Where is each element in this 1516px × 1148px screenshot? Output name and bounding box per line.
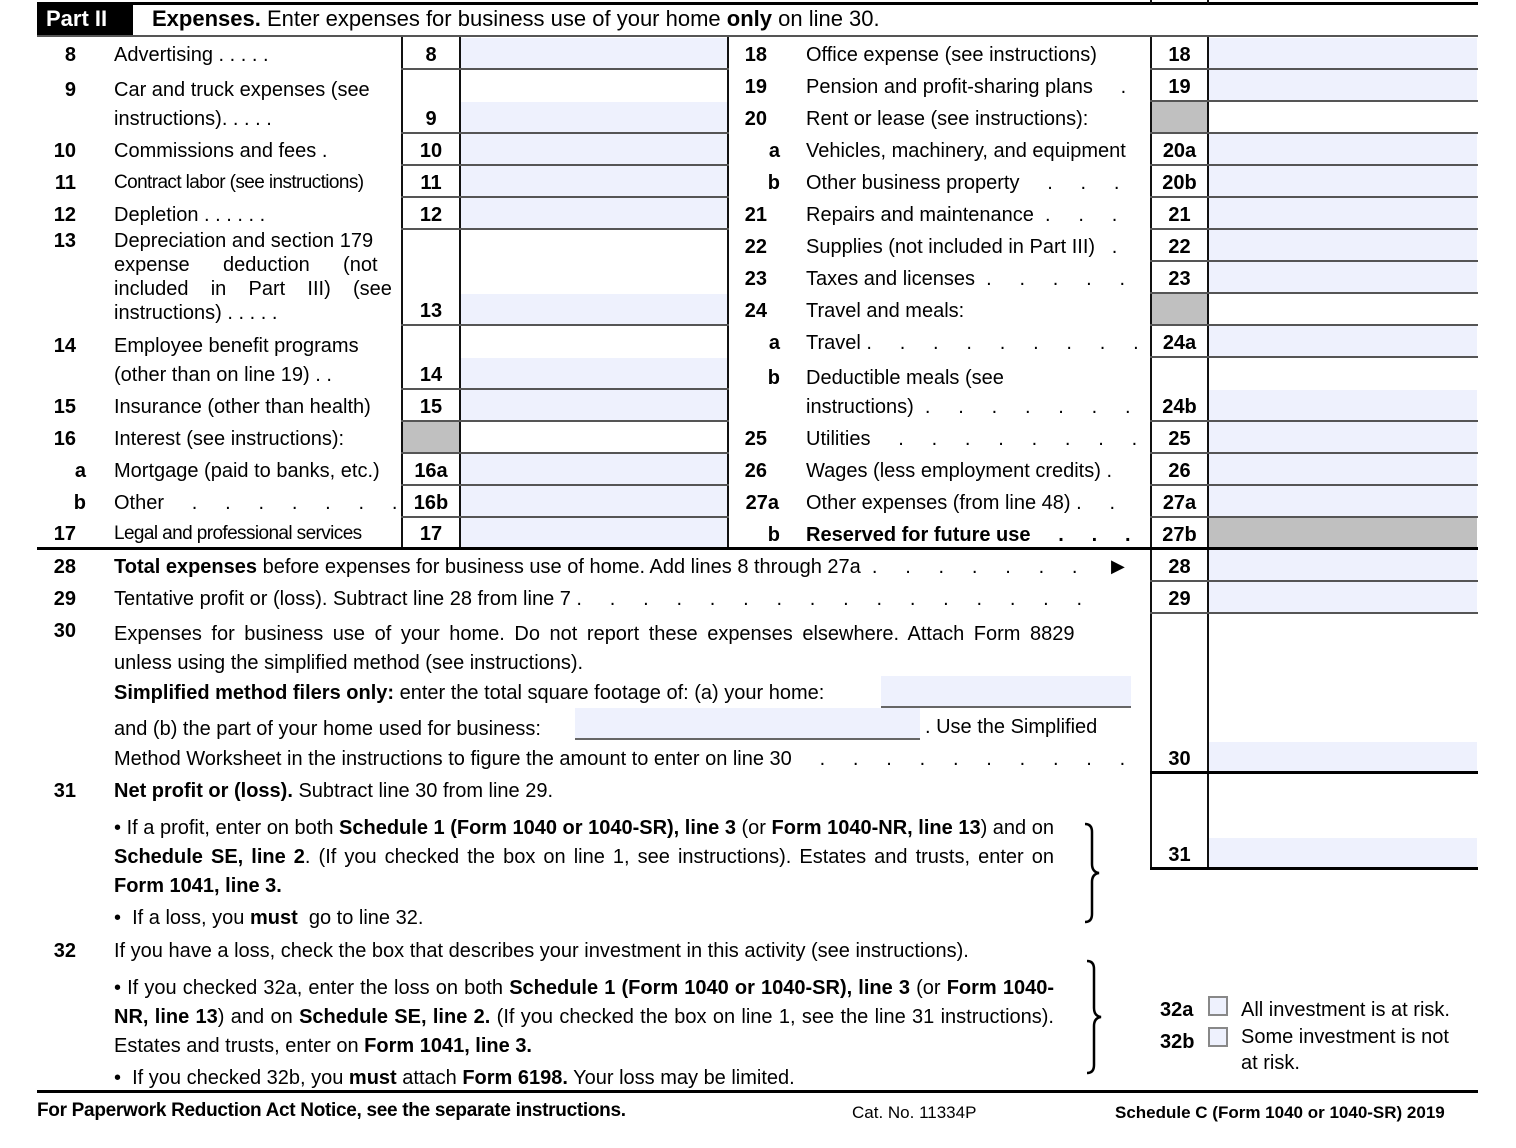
line-20a-input[interactable] bbox=[1209, 134, 1477, 164]
text: (or bbox=[735, 817, 772, 839]
left-rule bbox=[401, 452, 729, 454]
line-16-label: Interest (see instructions): bbox=[114, 428, 345, 450]
text: (or bbox=[910, 977, 941, 999]
line-28-bold: Total expenses bbox=[114, 556, 258, 578]
line-30-box-label: 30 bbox=[1168, 748, 1191, 770]
line-25-input[interactable] bbox=[1209, 422, 1477, 452]
line-12-label: Depletion . . . . . . bbox=[114, 204, 266, 226]
line-20b-box-label: 20b bbox=[1162, 172, 1197, 194]
line-31-input[interactable] bbox=[1209, 838, 1477, 868]
option-32a-checkbox[interactable] bbox=[1208, 996, 1228, 1016]
right-rule bbox=[1150, 68, 1478, 70]
line-23-input[interactable] bbox=[1209, 262, 1477, 292]
line-30-use-simplified: . Use the Simplified bbox=[925, 716, 1098, 738]
text: • If a profit, enter on both bbox=[114, 817, 340, 839]
line-20b-input[interactable] bbox=[1209, 166, 1477, 196]
right-rule bbox=[1150, 260, 1478, 262]
line-10-label: Commissions and fees . bbox=[114, 140, 328, 162]
line-16b-box-label: 16b bbox=[413, 492, 449, 514]
line-24a-letter: a bbox=[768, 332, 780, 354]
line-16-number: 16 bbox=[53, 428, 76, 450]
text: Form 6198. bbox=[462, 1067, 568, 1089]
line-8-box-label: 8 bbox=[425, 44, 437, 66]
text: 13 bbox=[958, 817, 981, 839]
line-11-input[interactable] bbox=[461, 166, 727, 196]
text: trusts, enter on bbox=[915, 846, 1054, 868]
line-27b-letter: b bbox=[767, 524, 780, 546]
line-31-label bbox=[114, 779, 553, 803]
line-11-box-label: 11 bbox=[420, 172, 442, 194]
line-20-label: Rent or lease (see instructions): bbox=[806, 108, 1089, 130]
brace-icon bbox=[1084, 959, 1104, 1075]
line-15-box-label: 15 bbox=[419, 396, 443, 418]
line-17-label: Legal and professional services bbox=[114, 523, 362, 544]
right-rule bbox=[1150, 324, 1478, 326]
line-14-input[interactable] bbox=[461, 358, 727, 388]
line-16b-input[interactable] bbox=[461, 486, 727, 516]
line-19-label: Pension and profit-sharing plans . bbox=[806, 76, 1127, 98]
text: Your loss may be limited. bbox=[567, 1067, 795, 1089]
line-13-label-cont: expense deduction (not bbox=[114, 254, 378, 276]
line-14-box-label: 14 bbox=[419, 364, 443, 386]
line-24b-label-cont: instructions) . . . . . . . bbox=[806, 396, 1131, 418]
line-16a-input[interactable] bbox=[461, 454, 727, 484]
line-16a-letter: a bbox=[74, 460, 86, 482]
line-14-label-cont: (other than on line 19) . . bbox=[114, 364, 332, 386]
line-24b-input[interactable] bbox=[1209, 390, 1477, 420]
text: Schedule 1 (Form 1040 or 1040-SR), line 3 bbox=[509, 977, 910, 999]
option-32a-label: 32a bbox=[1160, 999, 1194, 1021]
right-rule bbox=[1150, 356, 1478, 358]
line-24a-input[interactable] bbox=[1209, 326, 1477, 356]
right-rule bbox=[1150, 484, 1478, 486]
line-20a-letter: a bbox=[768, 140, 780, 162]
line-31-text: Subtract line 30 from line 29. bbox=[292, 780, 554, 802]
line-21-label: Repairs and maintenance . . . bbox=[806, 204, 1118, 226]
line-11-number: 11 bbox=[54, 172, 76, 194]
line-25-box-label: 25 bbox=[1168, 428, 1191, 450]
title-bold: Expenses. bbox=[152, 6, 261, 31]
line-18-input[interactable] bbox=[1209, 38, 1477, 68]
line-32-number: 32 bbox=[53, 940, 76, 962]
line-8-number: 8 bbox=[64, 44, 76, 66]
right-rule-31 bbox=[1150, 867, 1478, 870]
line-13-label-cont: instructions) . . . . . bbox=[114, 302, 278, 324]
line-30-simplified bbox=[114, 681, 824, 705]
line-21-input[interactable] bbox=[1209, 198, 1477, 228]
left-rule bbox=[401, 228, 729, 230]
line-28-text: before expenses for business use of home. Add lines 8 through 27a . . . . . . . bbox=[257, 556, 1078, 578]
line-12-input[interactable] bbox=[461, 198, 727, 228]
line-22-label: Supplies (not included in Part III) . bbox=[806, 236, 1118, 258]
text: must bbox=[249, 907, 298, 929]
text: . (If you checked the box on line 1, see instructions). Estates and bbox=[304, 846, 908, 868]
right-rule bbox=[1150, 612, 1478, 614]
line-26-number: 26 bbox=[744, 460, 767, 482]
line-24b-box-label: 24b bbox=[1162, 396, 1197, 418]
line-29-box-label: 29 bbox=[1168, 588, 1191, 610]
catalog-number: Cat. No. 11334P bbox=[852, 1103, 977, 1122]
line-20-shaded-cell bbox=[1152, 102, 1207, 132]
line-14-number: 14 bbox=[53, 335, 76, 357]
paperwork-notice: For Paperwork Reduction Act Notice, see the separate instructions. bbox=[37, 1100, 626, 1121]
right-rule bbox=[1150, 292, 1478, 294]
line-27a-number: 27a bbox=[745, 492, 779, 514]
text: • If you checked 32b, you bbox=[114, 1067, 349, 1089]
text: 31 instructions). Estates and trusts, enter on bbox=[114, 1006, 1054, 1057]
line-26-label: Wages (less employment credits) . bbox=[806, 460, 1113, 482]
line-20b-label: Other business property . . . bbox=[806, 172, 1120, 194]
line-25-number: 25 bbox=[744, 428, 767, 450]
text: attach bbox=[396, 1067, 463, 1089]
line-30-label-cont: unless using the simplified method (see instructions). bbox=[114, 652, 584, 674]
line-24a-label: Travel . . . . . . . . . . bbox=[806, 332, 1172, 354]
line-24b-letter: b bbox=[767, 367, 780, 389]
form-identifier: Schedule C (Form 1040 or 1040-SR) 2019 bbox=[1115, 1103, 1445, 1122]
right-rule bbox=[1150, 132, 1478, 134]
text: Form 1040-NR, line bbox=[771, 817, 953, 839]
line-26-box-label: 26 bbox=[1168, 460, 1191, 482]
text: Schedule 1 (Form 1040 or 1040-SR), line 3 bbox=[339, 817, 736, 839]
option-32b-label: 32b bbox=[1160, 1031, 1195, 1053]
line-8-label: Advertising . . . . . bbox=[114, 44, 269, 66]
line-30-label: Expenses for business use of your home. Do not report these expenses elsewhere. Attach Form 8829 bbox=[114, 623, 1075, 645]
line-27b-reserved-field bbox=[1209, 518, 1477, 548]
line-29-number: 29 bbox=[53, 588, 76, 610]
section-rule bbox=[37, 547, 1478, 550]
right-rule bbox=[1150, 420, 1478, 422]
simplified-bold: Simplified method filers only: bbox=[114, 682, 395, 704]
left-rule bbox=[401, 484, 729, 486]
line-17-input[interactable] bbox=[461, 518, 727, 548]
text: Schedule SE, line 2 bbox=[114, 846, 305, 868]
line-30-input[interactable] bbox=[1209, 742, 1477, 772]
line-31-loss-instructions bbox=[114, 906, 423, 930]
left-rule bbox=[401, 324, 729, 326]
line-27b-box-label: 27b bbox=[1162, 524, 1197, 546]
text: ) and on bbox=[980, 817, 1054, 839]
line-30-part-b: and (b) the part of your home used for business: bbox=[114, 718, 541, 740]
top-rule bbox=[37, 2, 1478, 5]
left-rule bbox=[401, 132, 729, 134]
right-rule bbox=[1150, 452, 1478, 454]
line-9-label: Car and truck expenses (see bbox=[114, 79, 370, 101]
simplified-text: enter the total square footage of: (a) your home: bbox=[394, 682, 825, 704]
line-9-box-label: 9 bbox=[425, 108, 437, 130]
line-16-shaded-cell bbox=[403, 422, 459, 452]
line-28-input[interactable] bbox=[1209, 550, 1477, 580]
line-22-box-label: 22 bbox=[1168, 236, 1191, 258]
footer-rule bbox=[37, 1090, 1478, 1093]
line-14-label: Employee benefit programs bbox=[114, 335, 359, 357]
line-23-box-label: 23 bbox=[1168, 268, 1191, 290]
title-text-end: on line 30. bbox=[772, 6, 880, 31]
right-rule bbox=[1150, 164, 1478, 166]
line-24a-box-label: 24a bbox=[1162, 332, 1197, 354]
line-31-number: 31 bbox=[53, 780, 76, 802]
right-rule bbox=[1150, 100, 1478, 102]
line-20b-letter: b bbox=[767, 172, 780, 194]
line-21-box-label: 21 bbox=[1168, 204, 1191, 226]
line-20-number: 20 bbox=[744, 108, 767, 130]
right-rule bbox=[1150, 516, 1478, 518]
line-18-number: 18 bbox=[744, 44, 767, 66]
left-rule bbox=[401, 68, 729, 70]
text: must bbox=[348, 1067, 397, 1089]
right-rule bbox=[1150, 228, 1478, 230]
line-31-box-label: 31 bbox=[1168, 844, 1191, 866]
line-17-number: 17 bbox=[53, 523, 76, 545]
text: (If you checked the box on line 1, see the line bbox=[490, 1006, 906, 1028]
line-9-number: 9 bbox=[64, 79, 76, 101]
line-21-number: 21 bbox=[744, 204, 767, 226]
line-29-label: Tentative profit or (loss). Subtract line 28 from line 7 . . . . . . . . . . . . . . . . bbox=[114, 588, 1083, 610]
line-23-label: Taxes and licenses . . . . . bbox=[806, 268, 1126, 290]
title-only: only bbox=[726, 6, 772, 31]
line-28-number: 28 bbox=[53, 556, 76, 578]
line-25-label: Utilities . . . . . . . . bbox=[806, 428, 1138, 450]
line-20a-label: Vehicles, machinery, and equipment bbox=[806, 140, 1126, 162]
line-13-input[interactable] bbox=[461, 294, 727, 324]
line-22-number: 22 bbox=[744, 236, 767, 258]
left-rule bbox=[401, 516, 729, 518]
line-19-box-label: 19 bbox=[1168, 76, 1191, 98]
part-ii-title bbox=[152, 7, 880, 31]
option-32a-text: All investment is at risk. bbox=[1241, 999, 1450, 1021]
line-24b-label: Deductible meals (see bbox=[806, 367, 1004, 389]
line-12-number: 12 bbox=[53, 204, 76, 226]
line-32-label: If you have a loss, check the box that describes your investment in this activity (see instructions). bbox=[114, 940, 969, 962]
text: ) and on bbox=[217, 1006, 300, 1028]
line-27b-label: Reserved for future use . . . bbox=[806, 524, 1131, 546]
text: Schedule SE, line 2. bbox=[299, 1006, 491, 1028]
line-10-number: 10 bbox=[53, 140, 76, 162]
text: • If you checked 32a, enter the loss on both bbox=[114, 977, 510, 999]
brace-icon bbox=[1082, 822, 1102, 924]
line-23-number: 23 bbox=[744, 268, 767, 290]
arrow-icon: ▶ bbox=[1111, 556, 1125, 577]
line-24-label: Travel and meals: bbox=[806, 300, 965, 322]
line-16b-letter: b bbox=[73, 492, 86, 514]
line-24-shaded-cell bbox=[1152, 294, 1207, 324]
line-18-box-label: 18 bbox=[1168, 44, 1191, 66]
part-ii-label: Part II bbox=[46, 6, 108, 31]
top-stub-right bbox=[1207, 0, 1209, 4]
line-12-box-label: 12 bbox=[419, 204, 443, 226]
line-31-bold: Net profit or (loss). bbox=[114, 780, 293, 802]
line-28-box-label: 28 bbox=[1168, 556, 1191, 578]
line-16b-label: Other . . . . . . . bbox=[114, 492, 398, 514]
line-30-worksheet: Method Worksheet in the instructions to figure the amount to enter on line 30 . . . . . . . . . . bbox=[114, 748, 1126, 770]
line-11-label: Contract labor (see instructions) bbox=[114, 172, 364, 193]
text: Form 1041, line 3. bbox=[364, 1035, 532, 1057]
header-rule bbox=[37, 35, 1478, 37]
line-17-box-label: 17 bbox=[419, 523, 443, 545]
line-15-number: 15 bbox=[53, 396, 76, 418]
title-text: Enter expenses for business use of your home bbox=[260, 6, 727, 31]
right-rule bbox=[1150, 580, 1478, 582]
line-27a-input[interactable] bbox=[1209, 486, 1477, 516]
line-13-label: Depreciation and section 179 bbox=[114, 230, 374, 252]
line-28-label bbox=[114, 555, 1077, 579]
right-rule-30 bbox=[1150, 771, 1478, 774]
line-13-label-cont: included in Part III) (see bbox=[114, 278, 392, 300]
line-19-input[interactable] bbox=[1209, 70, 1477, 100]
option-32b-text-cont: at risk. bbox=[1241, 1052, 1300, 1074]
line-9-input[interactable] bbox=[461, 102, 727, 132]
right-rule bbox=[1150, 196, 1478, 198]
line-32-32a-instructions bbox=[114, 974, 1054, 1061]
line-32-32b-instructions bbox=[114, 1066, 795, 1090]
left-rule bbox=[401, 164, 729, 166]
line-27a-box-label: 27a bbox=[1162, 492, 1197, 514]
line-10-input[interactable] bbox=[461, 134, 727, 164]
line-22-input[interactable] bbox=[1209, 230, 1477, 260]
line-20a-box-label: 20a bbox=[1162, 140, 1197, 162]
line-30-number: 30 bbox=[53, 620, 76, 642]
left-rule bbox=[401, 388, 729, 390]
line-26-input[interactable] bbox=[1209, 454, 1477, 484]
text: Form 1041, line 3. bbox=[114, 875, 282, 897]
left-rule bbox=[401, 420, 729, 422]
line-16a-box-label: 16a bbox=[414, 460, 448, 482]
option-32b-text: Some investment is not bbox=[1241, 1026, 1449, 1048]
text: go to line 32. bbox=[297, 907, 424, 929]
line-13-number: 13 bbox=[53, 230, 76, 252]
line-8-input[interactable] bbox=[461, 38, 727, 68]
line-13-box-label: 13 bbox=[419, 300, 443, 322]
line-15-input[interactable] bbox=[461, 390, 727, 420]
line-18-label: Office expense (see instructions) bbox=[806, 44, 1097, 66]
text: Form 1040-NR, line 13 bbox=[114, 977, 1054, 1028]
line-29-input[interactable] bbox=[1209, 582, 1477, 612]
text: • If a loss, you bbox=[114, 907, 250, 929]
home-square-footage-input[interactable] bbox=[881, 676, 1131, 708]
line-31-profit-instructions bbox=[114, 814, 1054, 901]
line-15-label: Insurance (other than health) bbox=[114, 396, 371, 418]
line-27a-label: Other expenses (from line 48) . . bbox=[806, 492, 1116, 514]
left-rule bbox=[401, 196, 729, 198]
line-10-box-label: 10 bbox=[419, 140, 443, 162]
line-19-number: 19 bbox=[744, 76, 767, 98]
line-9-label-cont: instructions). . . . . bbox=[114, 108, 272, 130]
business-square-footage-input[interactable] bbox=[575, 708, 920, 740]
line-16a-label: Mortgage (paid to banks, etc.) bbox=[114, 460, 380, 482]
top-stub-left bbox=[1150, 0, 1152, 4]
line-24-number: 24 bbox=[744, 300, 767, 322]
option-32b-checkbox[interactable] bbox=[1208, 1027, 1228, 1047]
